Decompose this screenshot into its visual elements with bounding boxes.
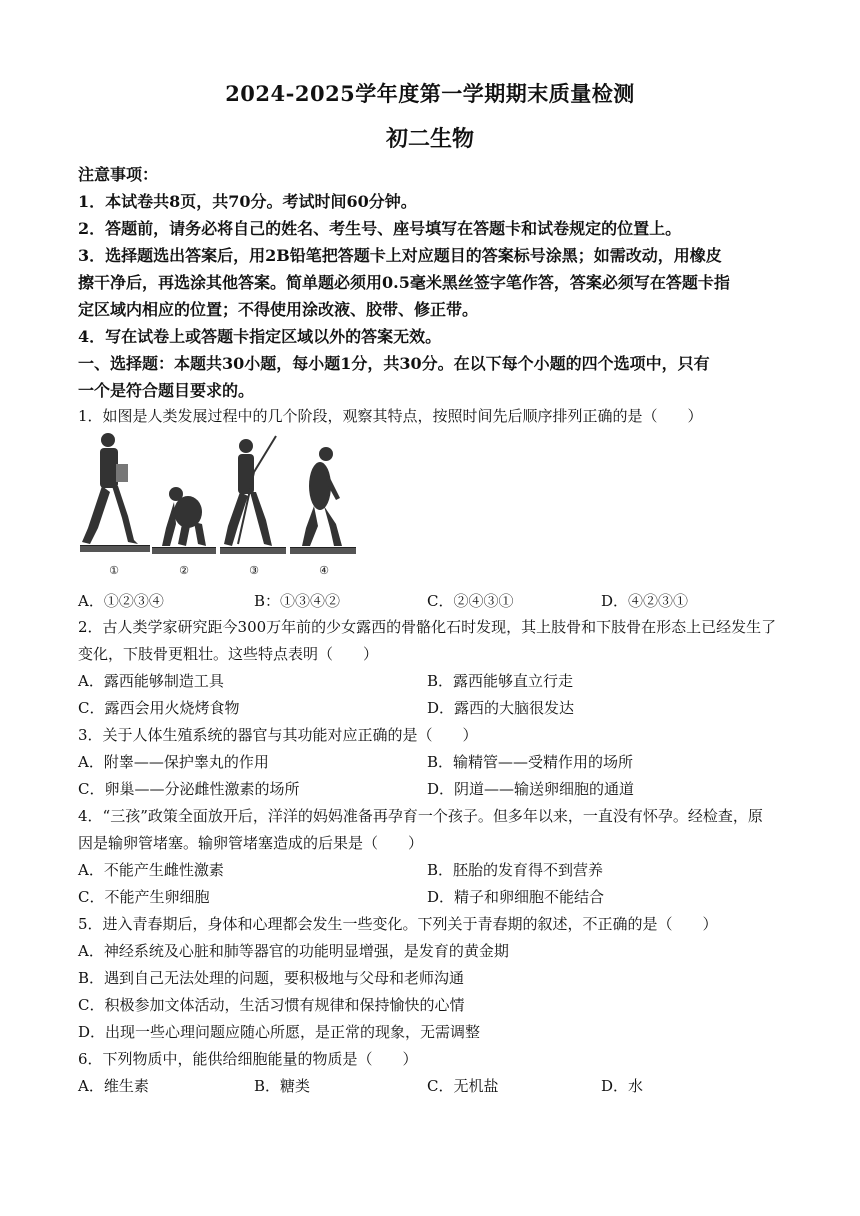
figure-label-2: ② (179, 564, 189, 577)
q3-option-a: A．附睾——保护睾丸的作用 (78, 753, 269, 771)
question-2-stem-cont: 变化，下肢骨更粗壮。这些特点表明（ ） (78, 645, 379, 663)
exam-title: 2024-2025学年度第一学期期末质量检测 (225, 81, 635, 106)
q1-option-c: C．②④③① (427, 592, 514, 610)
note-item: 擦干净后，再选涂其他答案。简单题必须用0.5毫米黑丝签字笔作答，答案必须写在答题卡指 (78, 273, 730, 292)
human-evolution-figure (78, 428, 358, 580)
question-3-stem: 3．关于人体生殖系统的器官与其功能对应正确的是（ ） (78, 726, 478, 744)
note-item: 2．答题前，请务必将自己的姓名、考生号、座号填写在答题卡和试卷规定的位置上。 (78, 219, 682, 238)
q6-option-c: C．无机盐 (427, 1077, 499, 1095)
question-4-stem-cont: 因是输卵管堵塞。输卵管堵塞造成的后果是（ ） (78, 834, 424, 852)
q4-option-a: A．不能产生雌性激素 (78, 861, 224, 879)
question-5-stem: 5．进入青春期后，身体和心理都会发生一些变化。下列关于青春期的叙述，不正确的是（ ） (78, 915, 718, 933)
q2-option-c: C．露西会用火烧烤食物 (78, 699, 240, 717)
section-heading: 一、选择题：本题共30小题，每小题1分，共30分。在以下每个小题的四个选项中，只有 (78, 354, 710, 373)
q3-option-b: B．输精管——受精作用的场所 (427, 753, 634, 771)
q4-option-b: B．胚胎的发育得不到营养 (427, 861, 604, 879)
note-item: 4．写在试卷上或答题卡指定区域以外的答案无效。 (78, 327, 442, 346)
q5-option-d: D．出现一些心理问题应随心所愿，是正常的现象，无需调整 (78, 1023, 481, 1041)
hominid-figure (302, 447, 342, 546)
early-human-figure (224, 436, 276, 546)
section-heading-cont: 一个是符合题目要求的。 (78, 381, 255, 400)
note-item: 3．选择题选出答案后，用2B铅笔把答题卡上对应题目的答案标号涂黑；如需改动，用橡皮 (78, 246, 722, 265)
q4-option-d: D．精子和卵细胞不能结合 (427, 888, 605, 906)
note-item: 定区域内相应的位置；不得使用涂改液、胶带、修正带。 (78, 300, 479, 319)
subject-title: 初二生物 (385, 126, 474, 152)
q1-option-b: B：①③④② (254, 592, 341, 610)
ape-figure (162, 487, 206, 546)
note-item: 1．本试卷共8页，共70分。考试时间60分钟。 (78, 192, 417, 211)
q4-option-c: C．不能产生卵细胞 (78, 888, 210, 906)
q6-option-a: A．维生素 (78, 1077, 149, 1095)
q3-option-c: C．卵巢——分泌雌性激素的场所 (78, 780, 300, 798)
q1-option-a: A．①②③④ (78, 592, 164, 610)
q5-option-a: A．神经系统及心脏和肺等器官的功能明显增强，是发育的黄金期 (78, 942, 509, 960)
figure-label-3: ③ (249, 564, 259, 577)
modern-human-figure (82, 433, 138, 544)
question-2-stem: 2．古人类学家研究距今300万年前的少女露西的骨骼化石时发现，其上肢骨和下肢骨在形态上已经发生了 (78, 618, 777, 636)
q6-option-d: D．水 (601, 1077, 644, 1095)
notes-heading: 注意事项： (78, 165, 159, 184)
q2-option-b: B．露西能够直立行走 (427, 672, 574, 690)
figure-label-1: ① (109, 564, 119, 577)
question-1-stem: 1．如图是人类发展过程中的几个阶段，观察其特点，按照时间先后顺序排列正确的是（ ） (78, 407, 703, 425)
q2-option-a: A．露西能够制造工具 (78, 672, 224, 690)
question-6-stem: 6．下列物质中，能供给细胞能量的物质是（ ） (78, 1050, 418, 1068)
q5-option-b: B．遇到自己无法处理的问题，要积极地与父母和老师沟通 (78, 969, 465, 987)
question-4-stem: 4．“三孩”政策全面放开后，洋洋的妈妈准备再孕育一个孩子。但多年以来，一直没有怀孕。经检查，原 (78, 807, 763, 825)
q3-option-d: D．阴道——输送卵细胞的通道 (427, 780, 635, 798)
q1-option-d: D．④②③① (601, 592, 689, 610)
q2-option-d: D．露西的大脑很发达 (427, 699, 575, 717)
q6-option-b: B．糖类 (254, 1077, 311, 1095)
figure-label-4: ④ (319, 564, 329, 577)
q5-option-c: C．积极参加文体活动，生活习惯有规律和保持愉快的心情 (78, 996, 465, 1014)
